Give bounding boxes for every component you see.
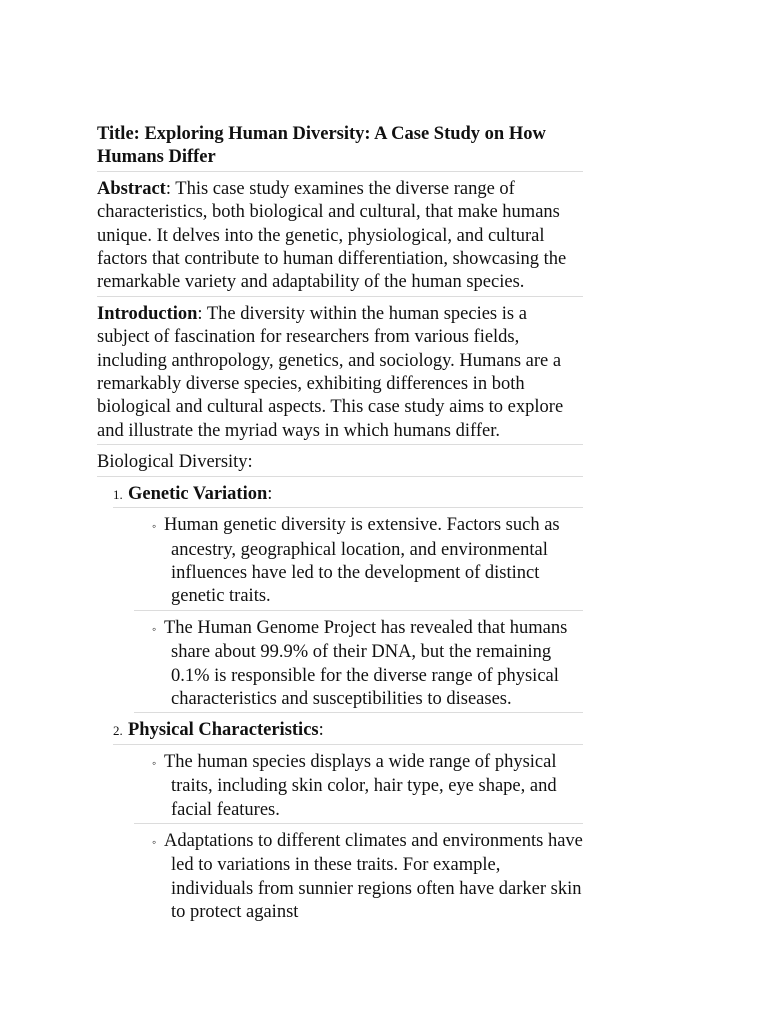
bullet-icon: ◦ [152, 834, 157, 849]
item-suffix: : [318, 720, 324, 741]
bullet-icon: ◦ [152, 519, 157, 534]
sub-bullet-item [134, 745, 583, 824]
sub-bullet-item [134, 824, 583, 926]
numbered-item-physical-characteristics [113, 713, 583, 744]
introduction-text: : The diversity within the human species is a subject of fascination for researchers from various fields, including anthropology, genetics, and sociology. Humans are a remarkably diverse species, exhibiting differences in both biological and cultural aspects. This case study aims to explore and illustrate the myriad ways in which humans differ. [97, 303, 564, 441]
item-suffix: : [267, 483, 273, 504]
section-heading-biological-diversity: Biological Diversity: [97, 445, 583, 476]
sub-bullet-text: Adaptations to different climates and environments have led to variations in these traits. For example, individuals from sunnier regions often have darker skin to protect against [164, 830, 583, 923]
bullet-icon: ◦ [152, 755, 157, 770]
item-label: Physical Characteristics [128, 720, 319, 741]
introduction-label: Introduction [97, 303, 198, 324]
sub-bullet-text: The human species displays a wide range of physical traits, including skin color, hair type, eye shape, and facial features. [164, 751, 557, 820]
sub-bullet-item [134, 508, 583, 611]
abstract-paragraph [97, 172, 583, 297]
document-title: Title: Exploring Human Diversity: A Case Study on How Humans Differ [97, 123, 583, 172]
bullet-icon: ◦ [152, 621, 157, 636]
item-number: 1. [113, 486, 123, 502]
item-number: 2. [113, 723, 123, 739]
numbered-item-genetic-variation [113, 477, 583, 508]
sub-bullet-text: The Human Genome Project has revealed that humans share about 99.9% of their DNA, but the remaining 0.1% is responsible for the diverse range of physical characteristics and susceptibilities to diseases. [164, 617, 568, 709]
item-label: Genetic Variation [128, 483, 268, 504]
abstract-text: : This case study examines the diverse range of characteristics, both biological and cultural, that make humans unique. It delves into the genetic, physiological, and cultural factors that contribute to human differentiation, showcasing the remarkable variety and adaptability of the human species. [97, 178, 567, 293]
introduction-paragraph [97, 297, 583, 445]
sub-bullet-item [134, 611, 583, 714]
sub-bullet-text: Human genetic diversity is extensive. Factors such as ancestry, geographical location, and environmental influences have led to the development of distinct genetic traits. [164, 515, 560, 607]
abstract-label: Abstract [97, 178, 166, 199]
document-page [97, 123, 583, 926]
